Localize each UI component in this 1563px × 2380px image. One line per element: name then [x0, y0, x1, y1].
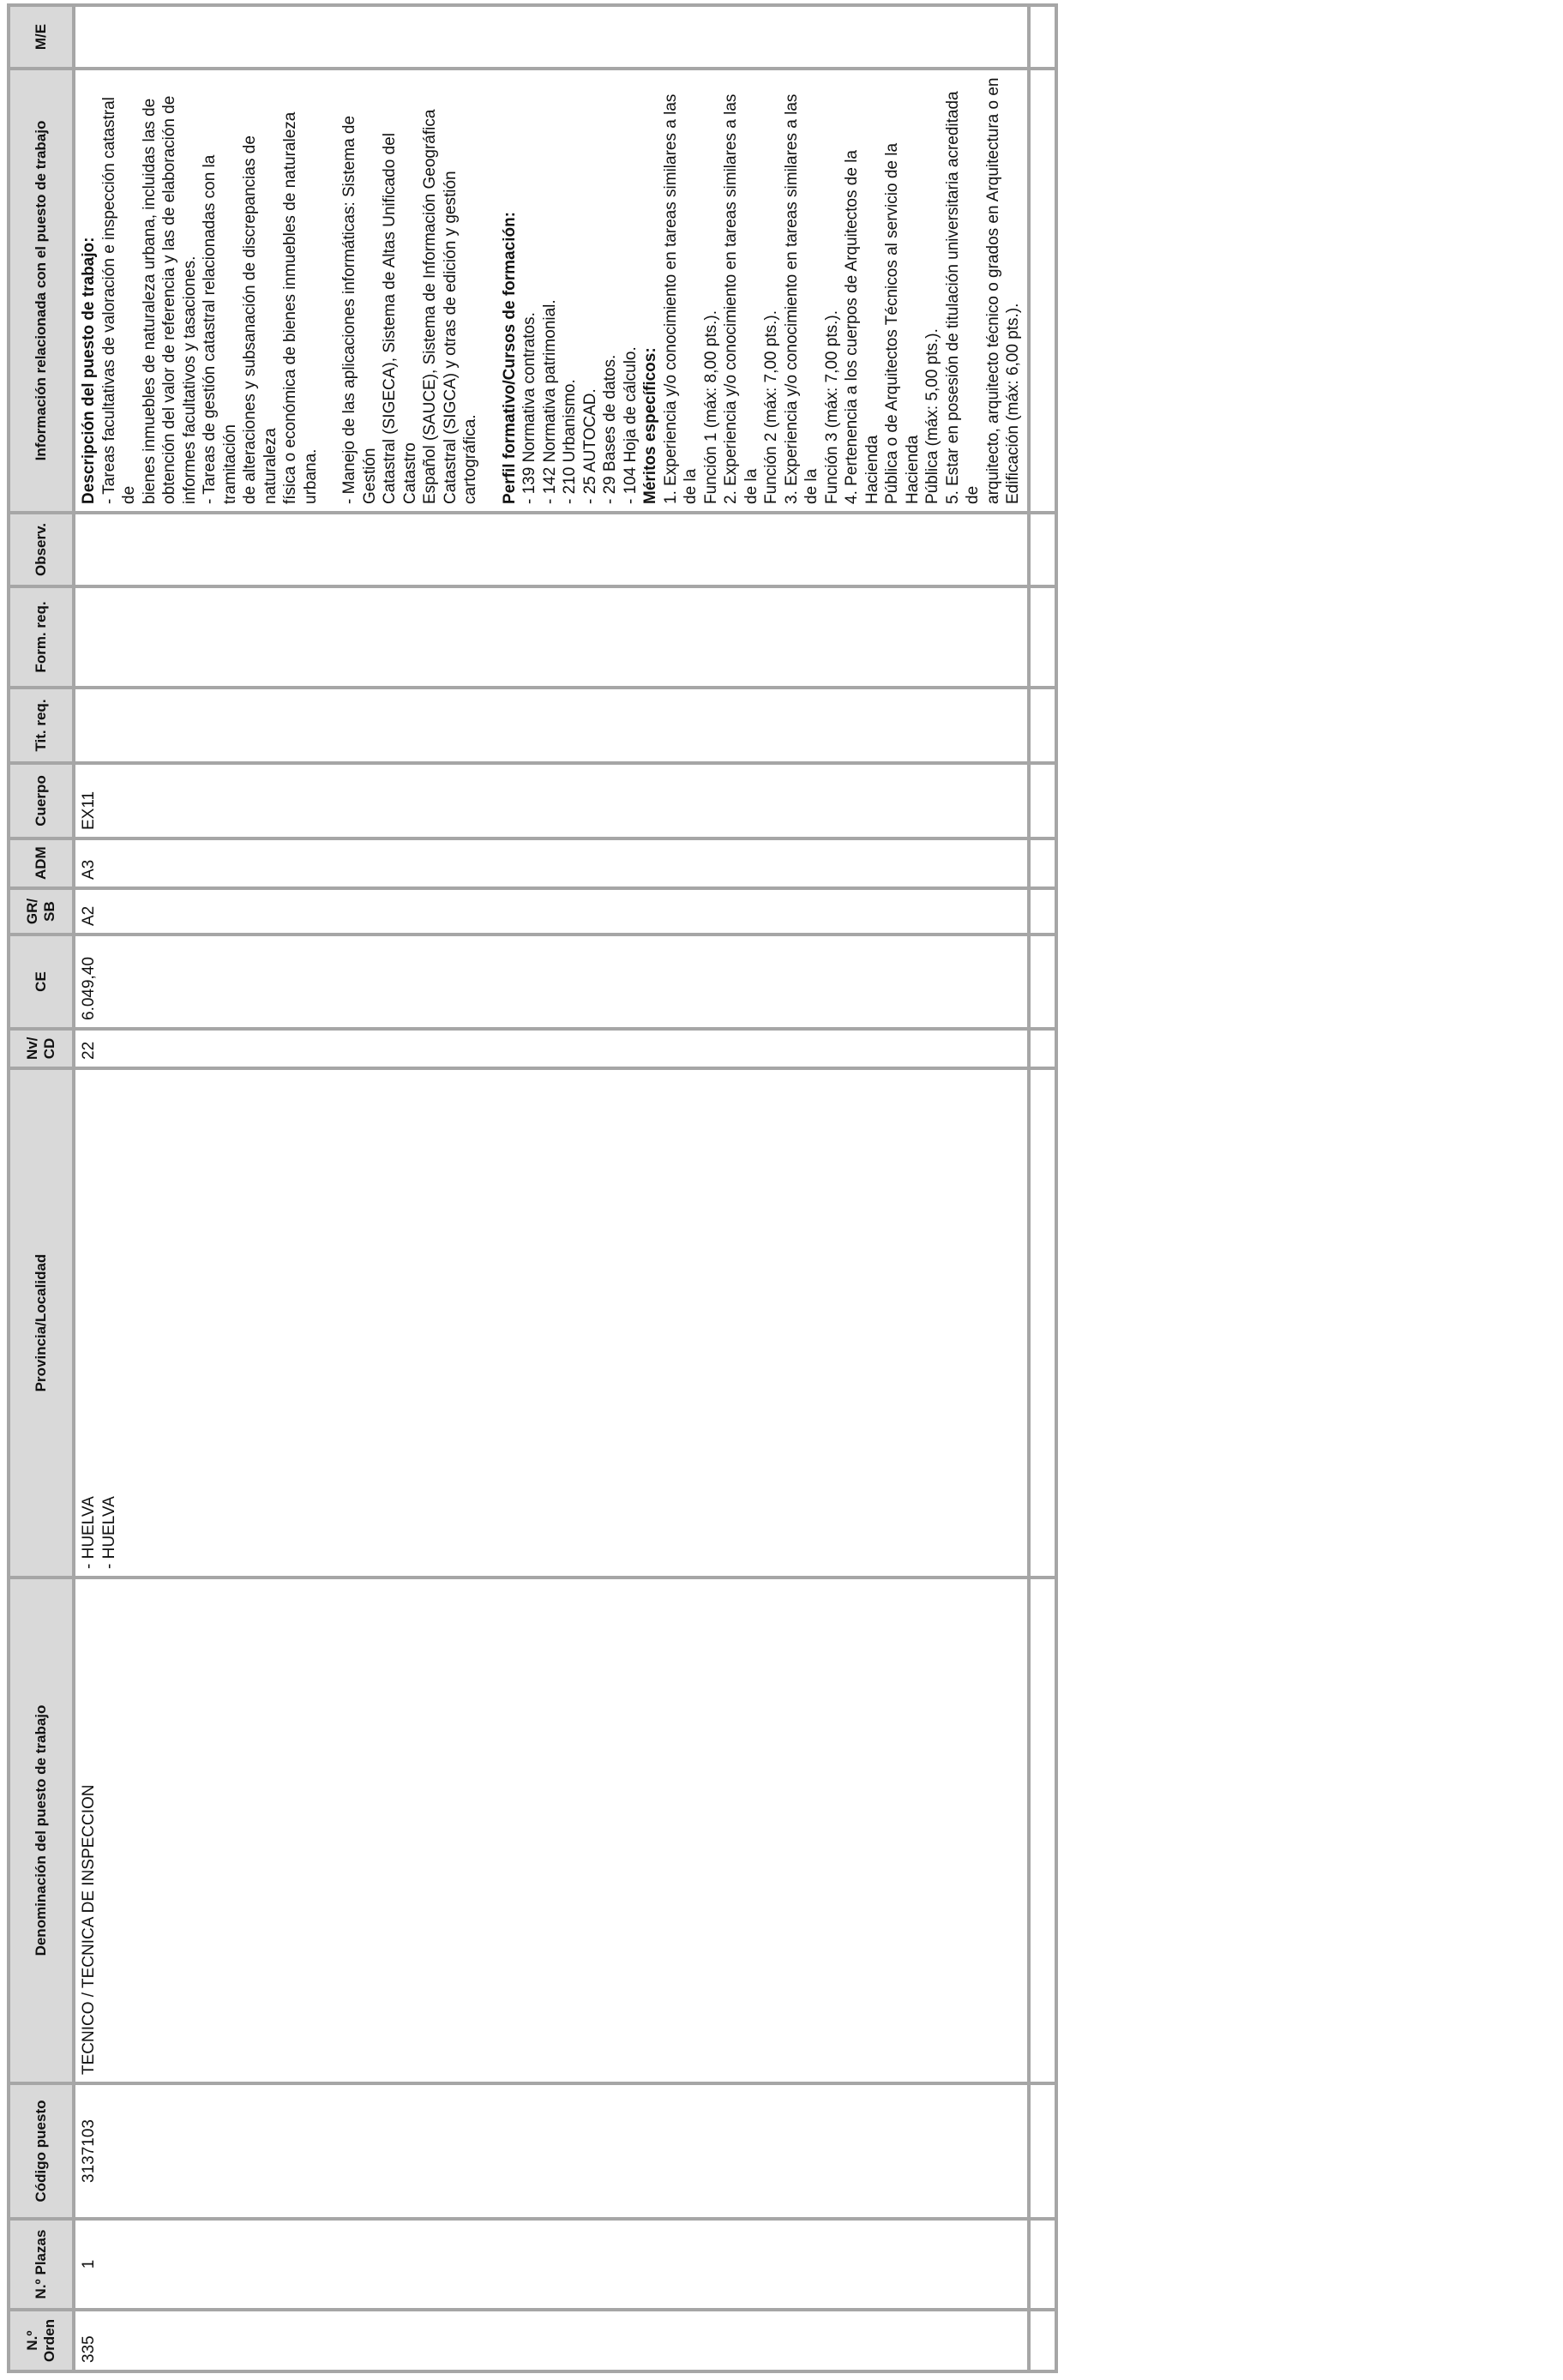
curso-line: - 25 AUTOCAD.	[580, 388, 599, 504]
merito-line: 5. Estar en posesión de titulación universitaria acreditada de	[943, 91, 982, 504]
merito-line: Pública (máx: 5,00 pts.).	[923, 328, 941, 504]
empty-cell	[1029, 2310, 1056, 2371]
curso-line: - 142 Normativa patrimonial.	[540, 299, 559, 504]
cell-adm: A3	[74, 838, 1029, 888]
table-row-empty	[1029, 5, 1056, 2371]
descripcion-line: de alteraciones y subsanación de discrepancias de naturaleza	[241, 135, 280, 504]
curso-line: - 210 Urbanismo.	[561, 379, 579, 504]
header-titreq: Tit. req.	[9, 688, 74, 763]
empty-cell	[1029, 838, 1056, 888]
merito-line: 1. Experiencia y/o conocimiento en tareas similares a las de la	[661, 93, 700, 504]
descripcion-line: - Tareas de gestión catastral relacionadas con la tramitación	[201, 154, 239, 504]
header-adm: ADM	[9, 838, 74, 888]
empty-cell	[1029, 69, 1056, 513]
cell-observ	[74, 513, 1029, 586]
descripcion-line: informes facultativos y tasaciones.	[180, 255, 199, 504]
empty-cell	[1029, 935, 1056, 1029]
header-formreq: Form. req.	[9, 586, 74, 688]
header-orden: N.º Orden	[9, 2310, 74, 2371]
aplicaciones-line: Catastral (SIGECA), Sistema de Altas Unificado del Catastro	[381, 133, 419, 504]
header-nivel-line2: CD	[41, 1037, 57, 1060]
cell-grsb: A2	[74, 888, 1029, 935]
meritos-heading: Méritos específicos:	[641, 347, 659, 504]
descripcion-line: - Tareas facultativas de valoración e inspección catastral de	[99, 97, 138, 504]
empty-cell	[1029, 5, 1056, 69]
empty-cell	[1029, 1029, 1056, 1068]
header-grsb	[9, 888, 74, 935]
table-row	[74, 5, 1029, 2371]
descripcion-line: bienes inmuebles de naturaleza urbana, incluidas las de	[140, 98, 159, 504]
cell-ce: 6.049,40	[74, 935, 1029, 1029]
cell-formreq	[74, 586, 1029, 688]
header-info: Información relacionada con el puesto de trabajo	[9, 69, 74, 513]
aplicaciones-line: Catastral (SIGCA) y otras de edición y gestión cartográfica.	[441, 171, 479, 504]
empty-cell	[1029, 586, 1056, 688]
merito-line: Pública o de Arquitectos Técnicos al servicio de la Hacienda	[883, 142, 922, 504]
aplicaciones-line: Español (SAUCE), Sistema de Información Geográfica	[421, 109, 439, 504]
empty-cell	[1029, 1578, 1056, 2083]
header-denominacion: Denominación del puesto de trabajo	[9, 1578, 74, 2083]
descripcion-line: física o económica de bienes inmuebles de naturaleza urbana.	[281, 111, 320, 504]
header-me: M/E	[9, 5, 74, 69]
provincia-value: - HUELVA	[80, 1496, 98, 1569]
header-provincia: Provincia/Localidad	[9, 1068, 74, 1578]
spacer	[321, 77, 340, 504]
header-ce: CE	[9, 935, 74, 1029]
cell-info	[74, 69, 1029, 513]
merito-line: Función 3 (máx: 7,00 pts.).	[822, 310, 841, 504]
empty-cell	[1029, 2083, 1056, 2219]
spacer	[481, 77, 500, 504]
curso-line: - 104 Hoja de cálculo.	[621, 346, 640, 504]
header-row	[9, 5, 74, 2371]
merito-line: 2. Experiencia y/o conocimiento en tareas similares a las de la	[722, 93, 760, 504]
cell-provincia	[74, 1068, 1029, 1578]
cell-plazas: 1	[74, 2219, 1029, 2310]
cell-titreq	[74, 688, 1029, 763]
merito-line: Función 1 (máx: 8,00 pts.).	[701, 310, 720, 504]
cell-me	[74, 5, 1029, 69]
header-nivel-line1: Nv/	[24, 1037, 40, 1060]
empty-cell	[1029, 763, 1056, 838]
cell-cuerpo: EX11	[74, 763, 1029, 838]
header-codigo: Código puesto	[9, 2083, 74, 2219]
cell-denominacion: TECNICO / TECNICA DE INSPECCION	[74, 1578, 1029, 2083]
empty-cell	[1029, 1068, 1056, 1578]
merito-line: 4. Pertenencia a los cuerpos de Arquitectos de la Hacienda	[843, 150, 881, 504]
merito-line: arquitecto, arquitecto técnico o grados en Arquitectura o en	[983, 77, 1002, 504]
header-nivel	[9, 1029, 74, 1068]
empty-cell	[1029, 2219, 1056, 2310]
job-position-table	[7, 3, 1058, 2373]
aplicaciones-line: - Manejo de las aplicaciones informáticas: Sistema de Gestión	[340, 115, 379, 504]
curso-line: - 139 Normativa contratos.	[520, 312, 538, 504]
merito-line: Función 2 (máx: 7,00 pts.).	[762, 310, 780, 504]
empty-cell	[1029, 513, 1056, 586]
merito-line: 3. Experiencia y/o conocimiento en tareas similares a las de la	[782, 93, 821, 504]
cell-orden: 335	[74, 2310, 1029, 2371]
descripcion-heading: Descripción del puesto de trabajo:	[80, 237, 98, 504]
header-plazas: N.º Plazas	[9, 2219, 74, 2310]
localidad-value: - HUELVA	[99, 1496, 118, 1569]
merito-line: Edificación (máx: 6,00 pts.).	[1004, 303, 1022, 504]
cell-nivel: 22	[74, 1029, 1029, 1068]
descripcion-line: obtención del valor de referencia y las de elaboración de	[160, 95, 178, 504]
header-grsb-line2: SB	[41, 901, 57, 922]
header-observ: Observ.	[9, 513, 74, 586]
empty-cell	[1029, 688, 1056, 763]
header-cuerpo: Cuerpo	[9, 763, 74, 838]
cell-codigo: 3137103	[74, 2083, 1029, 2219]
empty-cell	[1029, 888, 1056, 935]
perfil-heading: Perfil formativo/Cursos de formación:	[500, 211, 519, 504]
header-grsb-line1: GR/	[24, 898, 40, 925]
curso-line: - 29 Bases de datos.	[601, 354, 619, 504]
